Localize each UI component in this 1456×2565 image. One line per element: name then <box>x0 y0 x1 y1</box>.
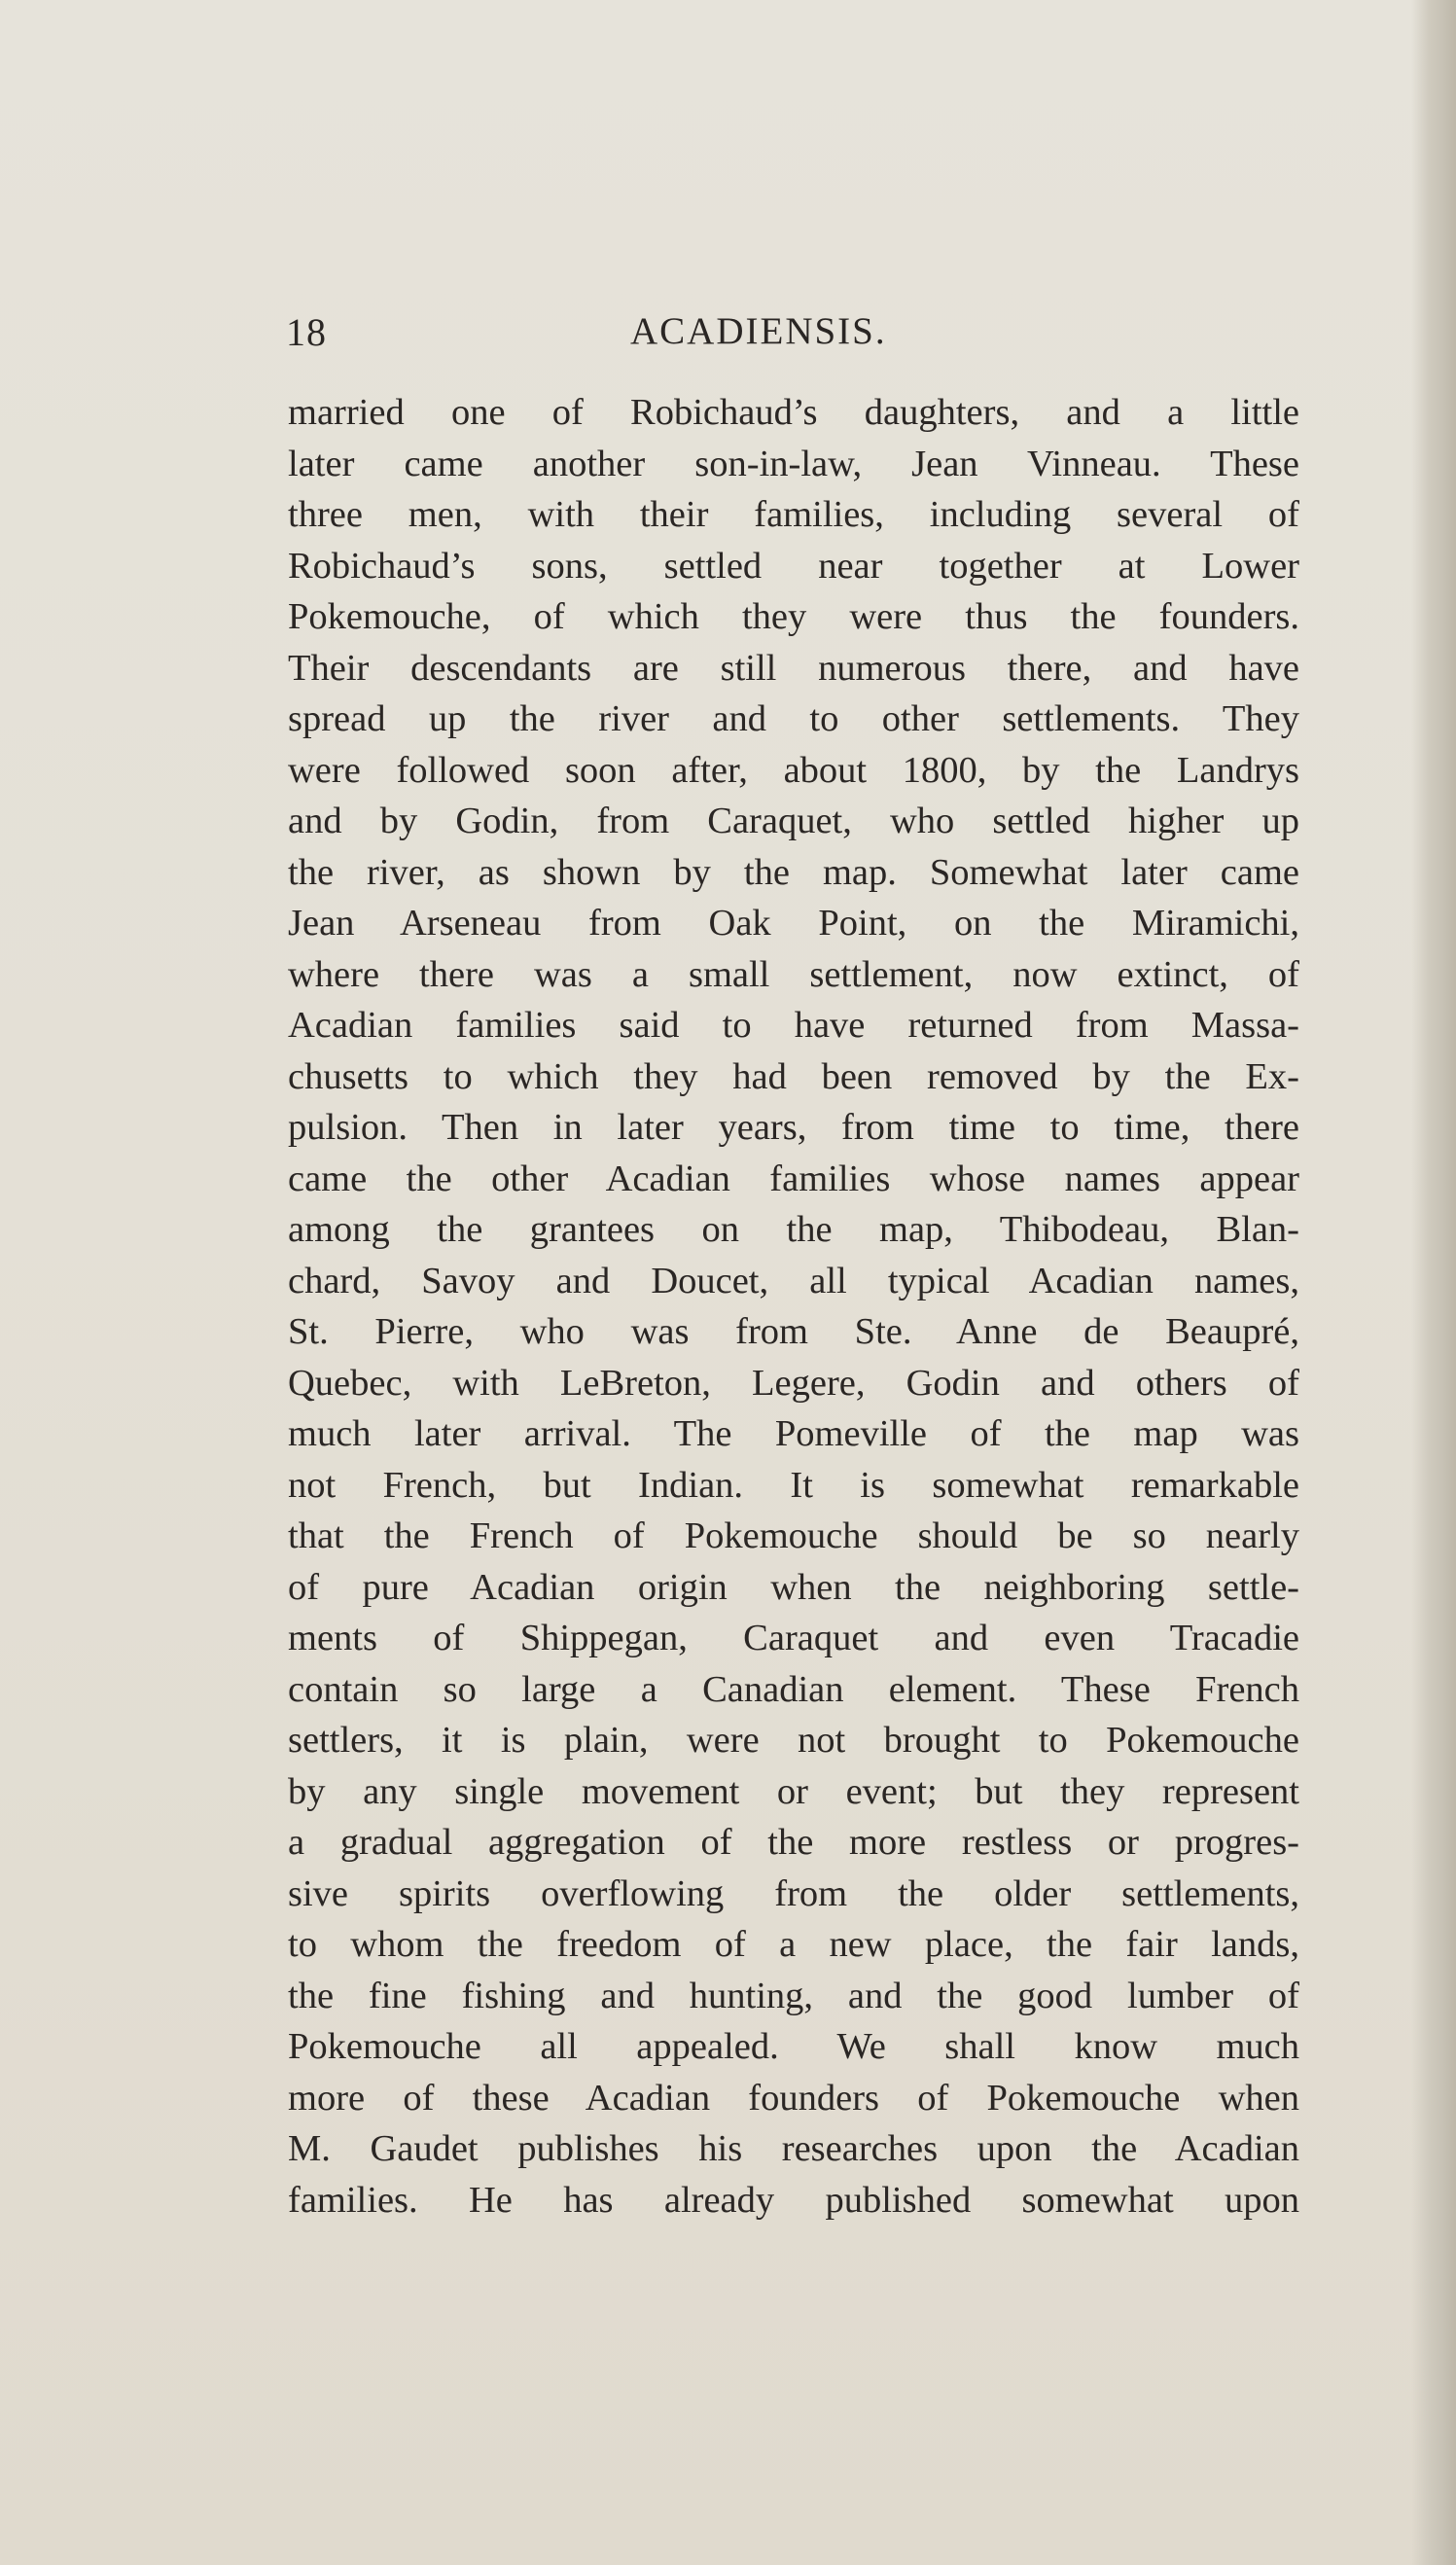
text-line: and by Godin, from Caraquet, who settled higher up <box>288 801 1299 841</box>
text-line: came the other Acadian families whose names appear <box>288 1158 1299 1199</box>
text-line: that the French of Pokemouche should be so nearly <box>288 1515 1299 1556</box>
text-line: Pokemouche all appealed. We shall know much <box>288 2026 1299 2067</box>
text-line: more of these Acadian founders of Pokemouche when <box>288 2077 1299 2119</box>
text-line: Acadian families said to have returned from Massa- <box>288 1005 1299 1046</box>
page-header <box>286 309 1297 368</box>
text-line: where there was a small settlement, now extinct, of <box>288 953 1299 995</box>
text-line: contain so large a Canadian element. These French <box>288 1668 1299 1710</box>
text-line: were followed soon after, about 1800, by the Landrys <box>288 749 1299 791</box>
text-line: Pokemouche, of which they were thus the founders. <box>288 596 1299 637</box>
page-edge-shadow <box>1411 0 1456 2565</box>
text-line: to whom the freedom of a new place, the fair lands, <box>288 1924 1299 1965</box>
text-line: ments of Shippegan, Caraquet and even Tracadie <box>288 1618 1299 1658</box>
text-line: much later arrival. The Pomeville of the map was <box>288 1413 1299 1454</box>
text-line: chusetts to which they had been removed by the Ex- <box>288 1055 1299 1097</box>
text-line: Quebec, with LeBreton, Legere, Godin and others of <box>288 1362 1299 1404</box>
text-line: Jean Arseneau from Oak Point, on the Miramichi, <box>288 903 1299 944</box>
text-line: a gradual aggregation of the more restless or progres- <box>288 1822 1299 1863</box>
text-line: among the grantees on the map, Thibodeau, Blan- <box>288 1209 1299 1250</box>
text-line: Their descendants are still numerous there, and have <box>288 647 1299 689</box>
text-line: later came another son-in-law, Jean Vinneau. These <box>288 443 1299 484</box>
text-line: families. He has already published somewhat upon <box>288 2179 1299 2221</box>
text-line: Robichaud’s sons, settled near together at Lower <box>288 545 1299 587</box>
text-line: chard, Savoy and Doucet, all typical Acadian names, <box>288 1260 1299 1301</box>
text-line: sive spirits overflowing from the older settlements, <box>288 1872 1299 1914</box>
text-line: St. Pierre, who was from Ste. Anne de Beaupré, <box>288 1311 1299 1352</box>
text-line: settlers, it is plain, were not brought to Pokemouche <box>288 1720 1299 1761</box>
text-line: pulsion. Then in later years, from time to time, there <box>288 1107 1299 1148</box>
text-line: three men, with their families, including several of <box>288 494 1299 535</box>
text-line: M. Gaudet publishes his researches upon the Acadian <box>288 2128 1299 2169</box>
text-line: the river, as shown by the map. Somewhat later came <box>288 851 1299 893</box>
running-head: ACADIENSIS. <box>630 310 887 352</box>
body-text <box>288 387 1299 2226</box>
text-line: spread up the river and to other settlements. They <box>288 698 1299 739</box>
text-line: by any single movement or event; but they represent <box>288 1770 1299 1812</box>
text-line: not French, but Indian. It is somewhat remarkable <box>288 1464 1299 1506</box>
page-number: 18 <box>286 310 327 354</box>
text-line: the fine fishing and hunting, and the good lumber of <box>288 1975 1299 2016</box>
text-line: married one of Robichaud’s daughters, and a little <box>288 392 1299 433</box>
text-line: of pure Acadian origin when the neighboring settle- <box>288 1566 1299 1608</box>
